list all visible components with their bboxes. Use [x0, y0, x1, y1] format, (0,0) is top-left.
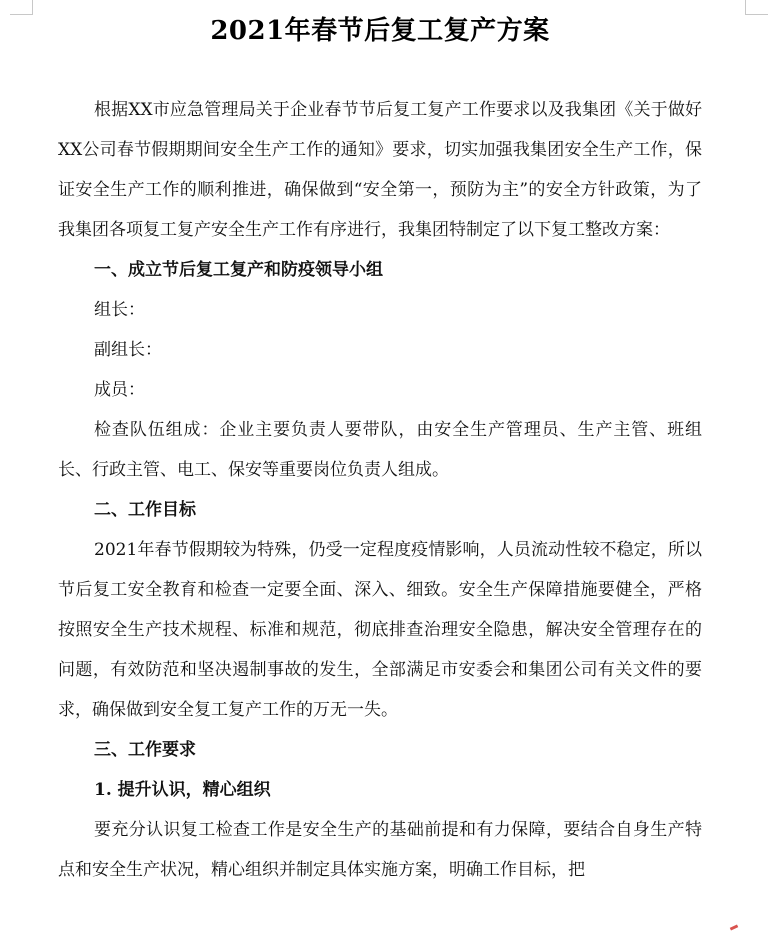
edit-mark	[730, 924, 739, 930]
section-1-heading: 一、成立节后复工复产和防疫领导小组	[94, 260, 383, 280]
document-title: 2021年春节后复工复产方案	[210, 16, 550, 46]
work-goal-paragraph: 2021年春节假期较为特殊，仍受一定程度疫情影响，人员流动性较不稳定，所以节后复工安全教育和检查一定要全面、深入、细致。安全生产保障措施要健全，严格按照安全生产技术规程、标准和规范，彻底排查治理安全隐患，解决安全管理存在的问题，有效防范和坚决遏制事故的发生，全部满足市安委会和集团公司有关文件的要求，确保做到安全复工复产工作的万无一失。	[58, 540, 702, 720]
section-2-heading: 二、工作目标	[94, 500, 196, 520]
team-composition-paragraph: 检查队伍组成：企业主要负责人要带队，由安全生产管理员、生产主管、班组长、行政主管、电工、保安等重要岗位负责人组成。	[58, 420, 702, 480]
page-corner-mark-top-left	[10, 0, 33, 15]
members-field: 成员：	[94, 380, 145, 400]
document-body	[58, 8, 702, 890]
title-spacer	[58, 54, 702, 90]
item-1-heading: 1. 提升认识，精心组织	[94, 780, 271, 800]
leader-field: 组长：	[94, 300, 145, 320]
intro-paragraph: 根据XX市应急管理局关于企业春节节后复工复产工作要求以及我集团《关于做好XX公司春节假期期间安全生产工作的通知》要求，切实加强我集团安全生产工作，保证安全生产工作的顺利推进，确保做到“安全第一，预防为主”的安全方针政策，为了我集团各项复工复产安全生产工作有序进行，我集团特制定了以下复工整改方案：	[58, 100, 702, 240]
item-1-paragraph: 要充分认识复工检查工作是安全生产的基础前提和有力保障，要结合自身生产特点和安全生产状况，精心组织并制定具体实施方案，明确工作目标，把	[58, 820, 702, 880]
deputy-leader-field: 副组长：	[94, 340, 162, 360]
section-3-heading: 三、工作要求	[94, 740, 196, 760]
page-corner-mark-top-right	[745, 0, 768, 15]
